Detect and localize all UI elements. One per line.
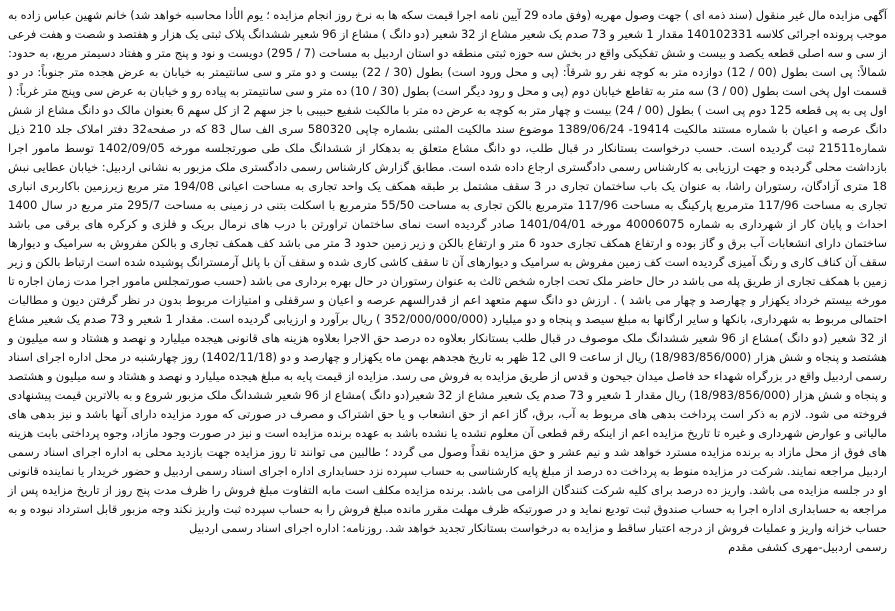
auction-notice-body: آگهی مزایده مال غیر منقول (سند ذمه ای ) جهت وصول مهریه (وفق ماده 29 آیین نامه اجرا قیمت سکه ها به نرخ روز انجام مزایده ؛ یوم الأدا محاسبه خواهد شد) خانم شهین عباس زاده به موجب پرونده اجرائی کلاسه 140102331 مقدار 1 شعیر و 73 صدم یک شعیر مشاع از 32 شعیر (دو دانگ ) مشاع از 96 شعیر ششدانگ پلاک ثبتی یک هزار و هفتصد و شصت و هفت فرعی از سی و سه اصلی قطعه یکصد و بیست و شش تفکیکی واقع در بخش سه حوزه ثبتی منطقه دو استان اردبیل به مساحت (7 / 295) دویست و نود و پنج متر و هفتاد دسیمتر مربع، به حدود: شمالاً: پی است بطول (00 / 12) دوازده متر به کوچه نفر رو شرقاً: (پی و محل ورود است) بطول (30 / 22) بیست و دو متر و سی سانتیمتر به خیابان به عرض هجده متر جنوباً: در دو قسمت اول پخی است بطول (00 / 3) سه متر به تقاطع خیابان دوم (پی و محل و رود دیگر است) بطول (30 / 10) ده متر و سی سانتیمتر به پیاده رو و خیابان به عرض سی وپنج متر غرباً: ( اول پی به پی قطعه 125 دوم پی است ) بطول (00 / 24) بیست و چهار متر به کوچه به عرض ده متر با مالکیت شفیع حبیبی با جز سهم 2 از کل سهم 6 بعنوان مالک دو دانگ مشاع از شش دانگ عرصه و اعیان با شماره مستند مالکیت 19414- 1389/06/24 موضوع سند مالکیت المثنی بشماره چاپی 580320 سری الف سال 83 که در صفحه32 دفتر املاک جلد 210 ذیل شماره21511 ثبت گردیده است. حسب درخواست بستانکار در قبال طلب، دو دانگ مشاع متعلق به بدهکار از ششدانگ ملک طی صورتجلسه مورخه 1402/09/05 توسط مامور اجرا بازداشت محلی گردیده و جهت ارزیابی به کارشناس رسمی دادگستری ارجاع داده شده است. مطابق گزارش کارشناس رسمی دادگستری ملک مزبور به نشانی اردبیل: خیابان عطایی نبش 18 متری آزادگان، رستوران راشا، به عنوان یک باب ساختمان تجاری در 3 سقف مشتمل بر طبقه همکف یک واحد تجاری به مساحت اعیانی 194/08 متر مربع زیرزمین باکاربری انباری تجاری به مساحت 117/96 مترمربع پارکینگ به مساحت 117/96 مترمربع بالکن تجاری به مساحت 55/50 مترمربع با اسکلت بتنی در زمینی به مساحت 295/7 متر مربع در سال 1400 احداث و پایان کار از شهرداری به شماره 40006075 مورخه 1401/04/01 صادر گردیده است نمای ساختمان تراورتن با درب های نرمال بریک و فلزی و کرکره های برقی می باشد ساختمان دارای انشعابات آب برق و گاز بوده و ارتفاع همکف تجاری حدود 6 متر و ارتفاع بالکن و زیر زمین حدود 3 متر می باشد کف همکف تجاری و بالکن مفروش به سرامیک و دیوارها سقف آن کناف کاری و رنگ آمیزی گردیده است کف زمین مفروش به سرامیک و دیوارهای آن تا سقف کاشی کاری شده و سقف آن با پانل آرمسترانگ پوشیده شده است ارتباط بالکن و زیر زمین با همکف تجاری از طریق پله می باشد در حال حاضر ملک تحت اجاره شخص ثالث به عنوان رستوران در حال بهره برداری می باشد (حسب صورتمجلس مامور اجرا مدت زمان اجاره تا مورخه بیستم خرداد یکهزار و چهارصد و چهار می باشد ) . ارزش دو دانگ سهم متعهد اعم از قدرالسهم عرصه و اعیان و سرقفلی و امتیازات مربوط بدون در نظر گرفتن دیون و مطالبات احتمالی مربوط به شهرداری، بانکها و سایر ارگانها به مبلغ سیصد و پنجاه و دو میلیارد (352/000/000/000 ) ریال برآورد و ارزیابی گردیده است. مقدار 1 شعیر و 73 صدم یک شعیر مشاع از 32 شعیر (دو دانگ )مشاع از 96 شعیر ششدانگ ملک موصوف در قبال طلب بستانکار بعلاوه ده درصد حق الاجرا بعلاوه هزینه های قانونی هیجده میلیارد و نهصد و هشتاد و سه میلیون و هشتصد و پنجاه و شش هزار (18/983/856/000) ریال از ساعت 9 الی 12 ظهر به تاریخ هجدهم بهمن ماه یکهزار و چهارصد و دو (1402/11/18) روز چهارشنبه در محل اداره اجرای اسناد رسمی اردبیل واقع در بزرگراه شهداء حد فاصل میدان جیحون و قدس از طریق مزایده به فروش می رسد. مزایده از قیمت پایه به مبلغ هیجده میلیارد و نهصد و هشتاد و سه میلیون و هشتصد و پنجاه و شش هزار (18/983/856/000) ریال مقدار 1 شعیر و 73 صدم یک شعیر مشاع از 32 شعیر(دو دانگ )مشاع از 96 شعیر ششدانگ ملک مزبور شروع و به بالاترین قیمت پیشنهادی فروخته می شود. لازم به ذکر است پرداخت بدهی های مربوط به آب، برق، گاز اعم از حق انشعاب و یا حق اشتراک و مصرف در صورتی که مورد مزایده دارای آنها باشد و نیز بدهی های مالیاتی و عوارض شهرداری و غیره تا تاریخ مزایده اعم از اینکه رقم قطعی آن معلوم نشده یا نشده باشد به عهده برنده مزایده است و نیز در صورت وجود مازاد، وجوه پرداختی بابت هزینه های فوق از محل مازاد به برنده مزایده مسترد خواهد شد و نیم عشر و حق مزایده نقداً وصول می گردد ؛ طالبین می توانند تا روز مزایده جهت بازدید محلی به اداره اجرای اسناد رسمی اردبیل مراجعه نمایند. شرکت در مزایده منوط به پرداخت ده درصد از مبلغ پایه کارشناسی به حساب سپرده نزد حسابداری اداره اجرای اسناد رسمی اردبیل و حضور خریدار یا نماینده قانونی او در جلسه مزایده می باشد. واریز ده درصد برای کلیه شرکت کنندگان الزامی می باشد. برنده مزایده مکلف است مابه التفاوت مبلغ فروش را ظرف مدت پنج روز از تاریخ مزایده پس از مراجعه به حسابداری اداره اجرا به حساب صندوق ثبت تودیع نماید و در صورتیکه ظرف مهلت مقرر مانده مبلغ فروش را به حساب سپرده ثبت واریز نکند وجه مزبور قابل استرداد نبوده و به حساب خزانه واریز و عملیات فروش از درجه اعتبار ساقط و مزایده به درخواست بستانکار تجدید خواهد شد. روزنامه: اداره اجرای اسناد رسمی اردبیل [8, 8, 888, 535]
notice-signature: رسمی اردبیل-مهری کشفی مقدم [728, 540, 887, 554]
